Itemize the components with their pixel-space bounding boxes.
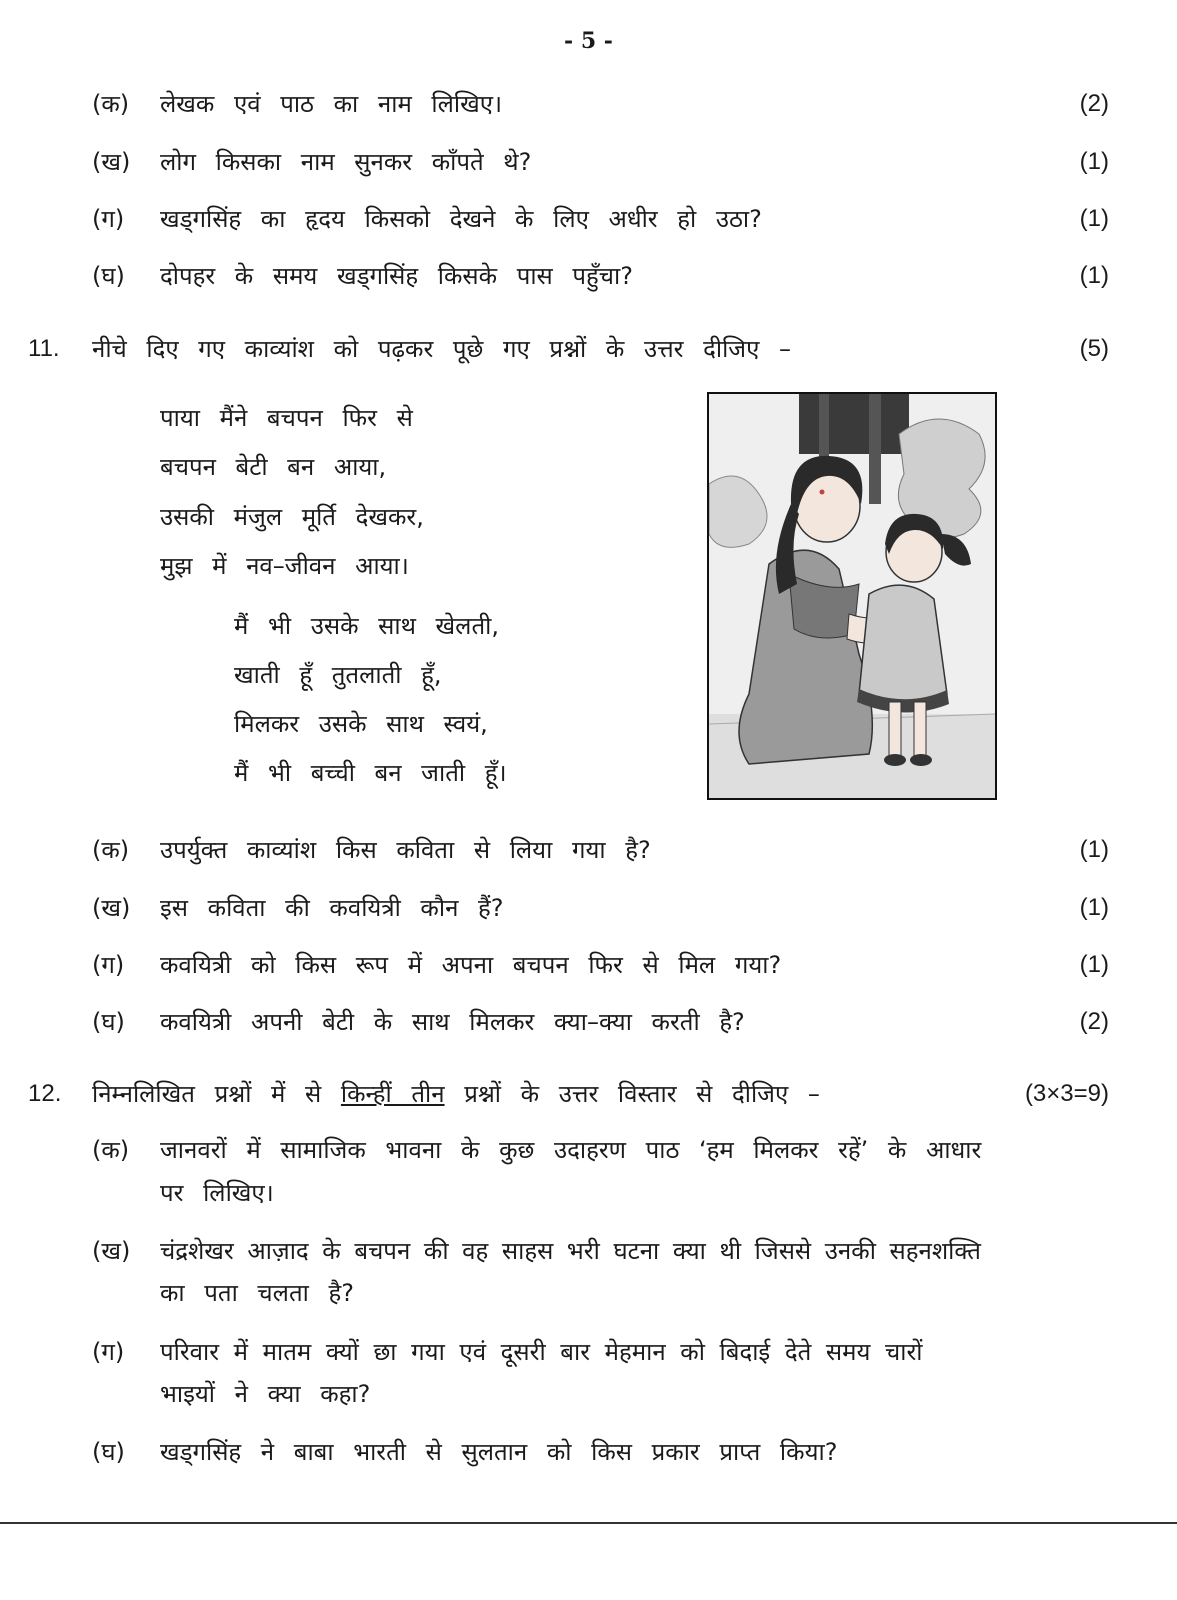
part-label: (ख)	[92, 148, 131, 176]
poem-line: मैं भी उसके साथ खेलती,	[234, 612, 499, 640]
part-label: (घ)	[92, 1008, 125, 1036]
question-12-part-c-cont	[0, 1374, 1177, 1414]
marks: (1)	[1079, 894, 1109, 921]
page-number: - 5 -	[564, 28, 613, 54]
part-text: खड्गसिंह ने बाबा भारती से सुलतान को किस प्रकार प्राप्त किया?	[160, 1438, 838, 1466]
part-text: दोपहर के समय खड्गसिंह किसके पास पहुँचा?	[160, 262, 633, 290]
marks: (3×3=9)	[1024, 1080, 1109, 1107]
part-label: (ग)	[92, 1338, 125, 1366]
part-label: (क)	[92, 90, 130, 118]
part-label: (क)	[92, 836, 130, 864]
poem-line: मैं भी बच्ची बन जाती हूँ।	[234, 759, 507, 787]
marks: (1)	[1079, 148, 1109, 175]
question-instruction	[92, 1074, 1107, 1114]
part-label: (क)	[92, 1136, 130, 1164]
instruction-part: प्रश्नों के उत्तर विस्तार से दीजिए –	[464, 1080, 820, 1108]
part-text-continued: पर लिखिए।	[160, 1179, 274, 1207]
marks: (1)	[1079, 951, 1109, 978]
part-text: कवयित्री अपनी बेटी के साथ मिलकर क्या–क्या करती है?	[160, 1008, 745, 1036]
part-label: (ग)	[92, 951, 125, 979]
poem-line: उसकी मंजुल मूर्ति देखकर,	[160, 503, 424, 531]
part-text: परिवार में मातम क्यों छा गया एवं दूसरी बार मेहमान को बिदाई देते समय चारों	[160, 1338, 923, 1366]
question-12-part-a	[0, 1130, 1177, 1170]
question-number: 12.	[28, 1080, 62, 1107]
part-text: उपर्युक्त काव्यांश किस कविता से लिया गया है?	[160, 836, 651, 864]
question-11-part-c	[0, 945, 1177, 985]
question-10-part-c	[0, 199, 1177, 239]
question-11-part-d	[0, 1002, 1177, 1042]
part-text: लेखक एवं पाठ का नाम लिखिए।	[160, 90, 503, 118]
poem-line: मिलकर उसके साथ स्वयं,	[234, 710, 488, 738]
question-12-heading	[0, 1074, 1177, 1114]
mother-daughter-illustration	[707, 392, 997, 800]
part-label: (घ)	[92, 1438, 125, 1466]
marks: (2)	[1079, 1008, 1109, 1035]
question-12-part-c	[0, 1332, 1177, 1372]
question-10-part-b	[0, 142, 1177, 182]
part-text: जानवरों में सामाजिक भावना के कुछ उदाहरण पाठ ‘हम मिलकर रहें’ के आधार	[160, 1136, 982, 1164]
marks: (1)	[1079, 836, 1109, 863]
part-label: (ख)	[92, 894, 131, 922]
question-12-part-d	[0, 1432, 1177, 1472]
page-bottom-rule	[0, 1522, 1177, 1524]
part-text-continued: का पता चलता है?	[160, 1279, 354, 1307]
marks: (1)	[1079, 205, 1109, 232]
part-text-continued: भाइयों ने क्या कहा?	[160, 1380, 371, 1408]
question-10-part-d	[0, 256, 1177, 296]
question-instruction: नीचे दिए गए काव्यांश को पढ़कर पूछे गए प्रश्नों के उत्तर दीजिए –	[92, 335, 792, 363]
poem-line: पाया मैंने बचपन फिर से	[160, 404, 413, 432]
question-number: 11.	[28, 335, 60, 362]
poem-line: खाती हूँ तुतलाती हूँ,	[234, 661, 442, 689]
question-12-part-b	[0, 1231, 1177, 1271]
question-11-part-a	[0, 830, 1177, 870]
marks: (2)	[1079, 90, 1109, 117]
question-12-part-a-cont	[0, 1173, 1177, 1213]
part-label: (ग)	[92, 205, 125, 233]
part-label: (घ)	[92, 262, 125, 290]
part-label: (ख)	[92, 1237, 131, 1265]
instruction-part: निम्नलिखित प्रश्नों में से	[92, 1080, 322, 1108]
question-11-part-b	[0, 888, 1177, 928]
part-text: कवयित्री को किस रूप में अपना बचपन फिर से मिल गया?	[160, 951, 782, 979]
part-text: लोग किसका नाम सुनकर काँपते थे?	[160, 148, 532, 176]
question-11-heading	[0, 329, 1177, 369]
part-text: इस कविता की कवयित्री कौन हैं?	[160, 894, 504, 922]
marks: (1)	[1079, 262, 1109, 289]
question-10-part-a	[0, 84, 1177, 124]
marks: (5)	[1079, 335, 1109, 362]
part-text: खड्गसिंह का हृदय किसको देखने के लिए अधीर हो उठा?	[160, 205, 762, 233]
part-text: चंद्रशेखर आज़ाद के बचपन की वह साहस भरी घटना क्या थी जिससे उनकी सहनशक्ति	[160, 1237, 981, 1265]
poem-line: मुझ में नव–जीवन आया।	[160, 552, 409, 580]
poem-line: बचपन बेटी बन आया,	[160, 453, 387, 481]
instruction-emphasis: किन्हीं तीन	[340, 1080, 445, 1108]
question-12-part-b-cont	[0, 1273, 1177, 1313]
